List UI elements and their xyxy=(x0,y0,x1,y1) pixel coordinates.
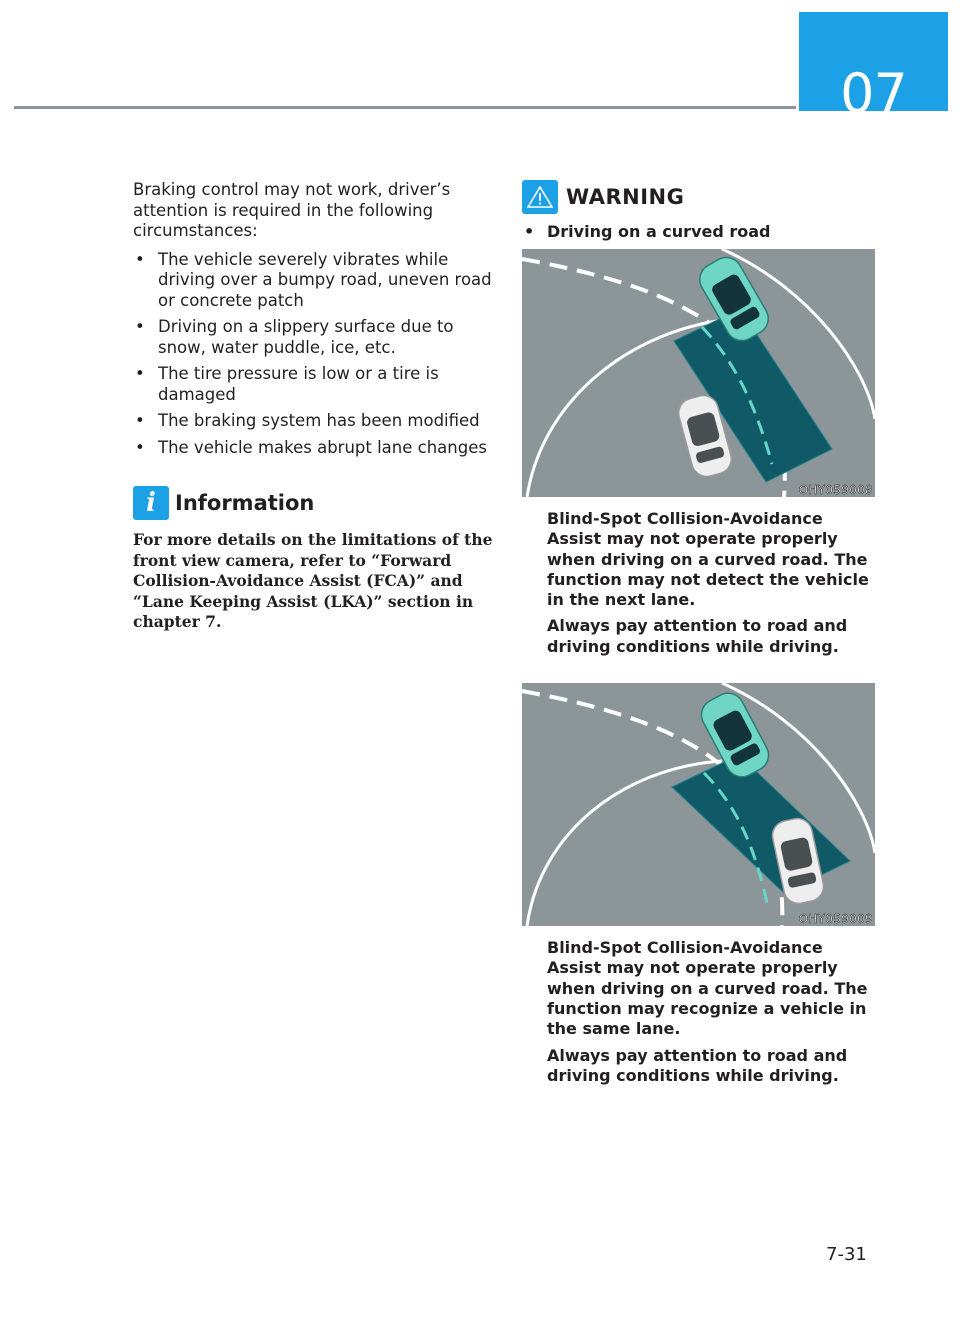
chapter-number: 07 xyxy=(840,62,907,125)
curved-road-illustration xyxy=(522,249,875,497)
list-item: • The braking system has been modified xyxy=(135,411,480,430)
figure-code: OHY059009 xyxy=(798,912,873,927)
left-column xyxy=(133,180,493,633)
warning-paragraph: Blind-Spot Collision-Avoidance Assist may not operate properly when driving on a curved road. The function may not detect the vehicle in the next lane. xyxy=(547,509,869,610)
intro-text: Braking control may not work, driver’s attention is required in the following circumstances: xyxy=(133,180,451,240)
warning-text-2 xyxy=(522,938,875,1086)
warning-bullet: • Driving on a curved road xyxy=(524,222,771,241)
figure-curve-next-lane xyxy=(522,249,875,497)
information-heading xyxy=(133,486,493,520)
circumstance-list xyxy=(133,250,493,459)
information-text: For more details on the limitations of the front view camera, refer to “Forward Collision-Avoidance Assist (FCA)” and “Lane Keeping Assist (LKA)” section in chapter 7. xyxy=(133,530,493,631)
list-item: • The tire pressure is low or a tire is damaged xyxy=(135,364,439,404)
header-rule xyxy=(14,106,796,109)
warning-paragraph: Always pay attention to road and driving conditions while driving. xyxy=(547,616,848,656)
list-item: • The vehicle makes abrupt lane changes xyxy=(135,437,487,457)
list-item: • Driving on a slippery surface due to snow, water puddle, ice, etc. xyxy=(135,317,454,357)
page-number: 7-31 xyxy=(826,1244,867,1265)
warning-heading xyxy=(522,180,875,214)
warning-title: WARNING xyxy=(566,185,685,209)
warning-paragraph: Blind-Spot Collision-Avoidance Assist may not operate properly when driving on a curved road. The function may recognize a vehicle in the same lane. xyxy=(547,938,868,1039)
warning-paragraph: Always pay attention to road and driving conditions while driving. xyxy=(547,1045,848,1085)
warning-triangle-icon xyxy=(522,180,558,214)
figure-code: OHY059008 xyxy=(798,483,873,497)
list-item: • The vehicle severely vibrates while driving over a bumpy road, uneven road or concrete patch xyxy=(135,249,492,310)
curved-road-illustration xyxy=(522,683,875,926)
figure-curve-same-lane xyxy=(522,683,875,926)
information-title: Information xyxy=(175,491,315,515)
info-icon: i xyxy=(133,486,169,520)
warning-text-1 xyxy=(522,509,875,657)
right-column xyxy=(522,180,875,1086)
chapter-tab xyxy=(799,12,948,125)
